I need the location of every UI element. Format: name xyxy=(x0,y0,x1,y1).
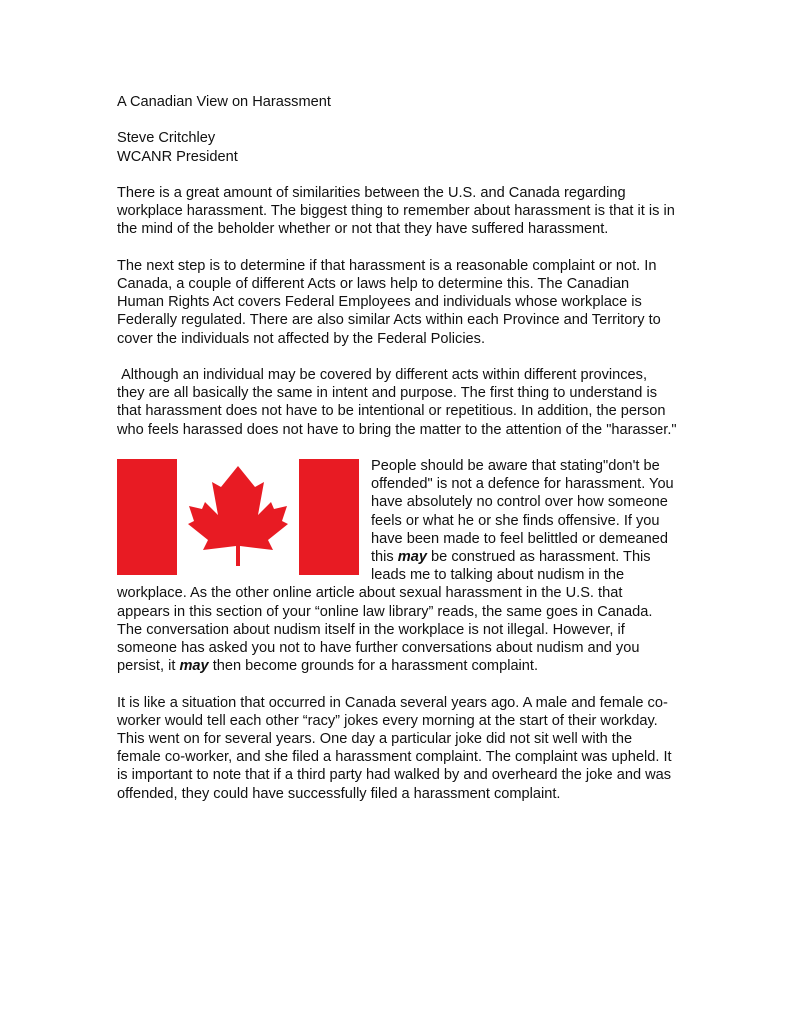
emphasis-may-1: may xyxy=(397,549,427,565)
paragraph-4-text-1: People should be aware that stating"don't be offended" is not a defence for harassment. You have absolutely no control over how someone feels or what he or she finds offensive. If you have been made to feel belittled or demeaned this xyxy=(371,457,674,565)
author-block xyxy=(117,129,677,165)
flag-right-bar xyxy=(299,459,359,575)
paragraph-2: The next step is to determine if that harassment is a reasonable complaint or not. In Canada, a couple of different Acts or laws help to determine this. The Canadian Human Rights Act covers Federal Employees and individuals whose workplace is Federally regulated. There are also similar Acts within each Province and Territory to cover the individuals not affected by the Federal Policies. xyxy=(117,257,661,347)
document-title: A Canadian View on Harassment xyxy=(117,94,331,110)
paragraph-1: There is a great amount of similarities between the U.S. and Canada regarding workplace harassment. The biggest thing to remember about harassment is that it is in the mind of the beholder whether or not that they have suffered harassment. xyxy=(117,184,675,238)
paragraph-4-text-3: then become grounds for a harassment complaint. xyxy=(208,658,539,675)
canadian-flag-icon xyxy=(117,459,359,575)
flag-left-bar xyxy=(117,459,177,575)
author-title: WCANR President xyxy=(117,148,238,165)
author-name: Steve Critchley xyxy=(117,130,216,147)
paragraph-5: It is like a situation that occurred in Canada several years ago. A male and female co-worker would tell each other “racy” jokes every morning at the start of their workday. This went on for several years. One day a particular joke did not sit well with the female co-worker, and she filed a harassment complaint. The complaint was upheld. It is important to note that if a third party had walked by and overheard the joke and was offended, they could have successfully filed a harassment complaint. xyxy=(117,694,672,802)
paragraph-4-text-2: be construed as harassment. This leads me to talking about nudism in the workplace. As the other online article about sexual harassment in the U.S. that appears in this section of your “online law library” reads, the same goes in Canada. The conversation about nudism itself in the workplace is not illegal. However, if someone has asked you not to have further conversations about nudism and you persist, it xyxy=(117,549,653,675)
paragraph-3: Although an individual may be covered by different acts within different provinces, they are all basically the same in intent and purpose. The first thing to understand is that harassment does not have to be intentional or repetitious. In addition, the person who feels harassed does not have to bring the matter to the attention of the "harasser." xyxy=(117,366,677,438)
emphasis-may-2: may xyxy=(179,658,209,675)
paragraph-4 xyxy=(117,457,677,675)
document-body xyxy=(117,93,677,821)
flag-svg xyxy=(117,459,359,575)
